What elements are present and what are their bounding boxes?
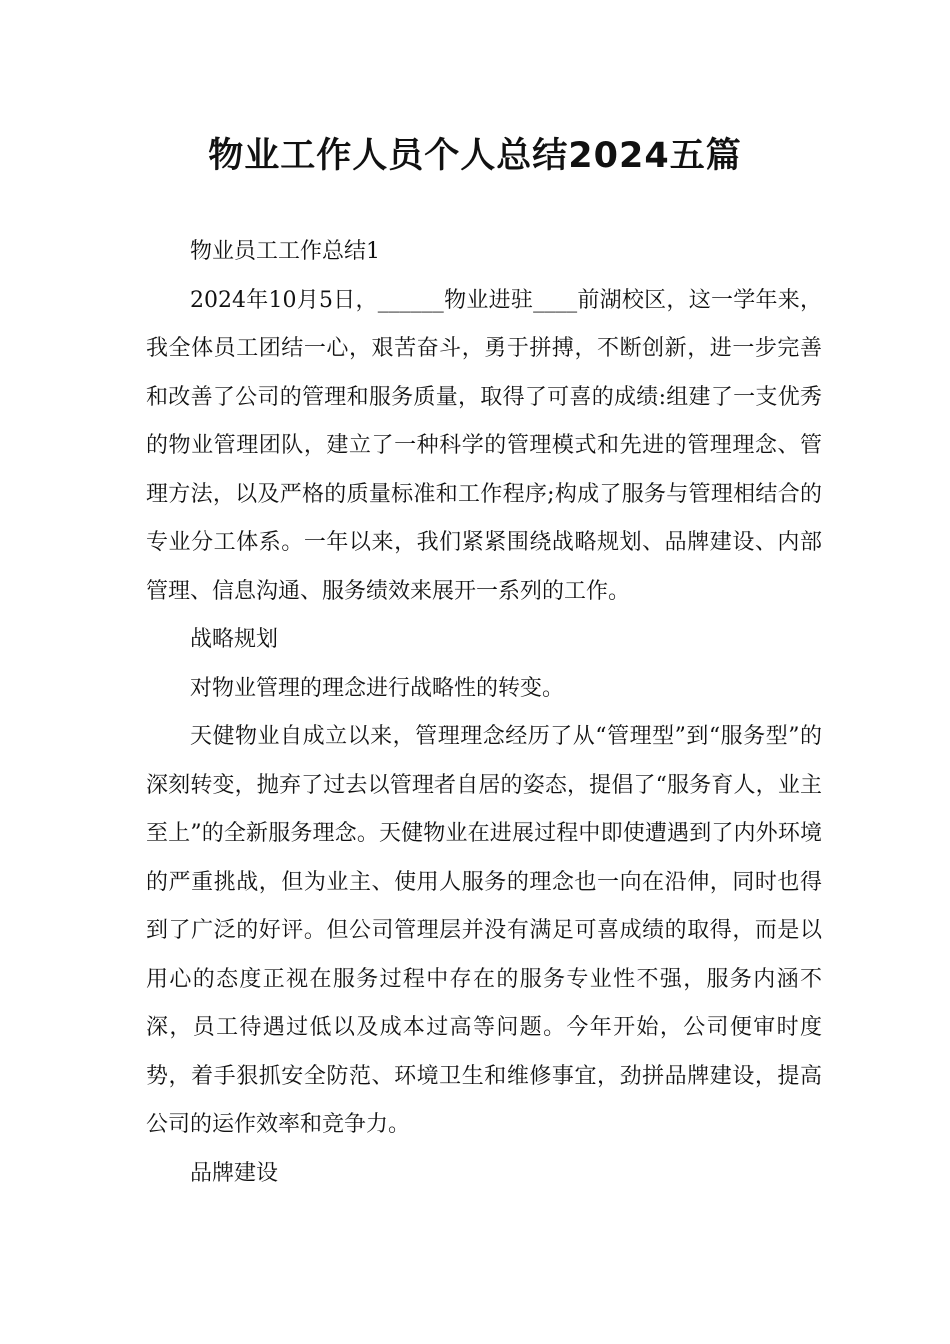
- intro-paragraph: 2024年10月5日，______物业进驻____前湖校区，这一学年来，我全体员工团结一心，艰苦奋斗，勇于拼搏，不断创新，进一步完善和改善了公司的管理和服务质量，取得了可喜的成绩:组建了一支优秀的物业管理团队，建立了一种科学的管理模式和先进的管理理念、管理方法，以及严格的质量标准和工作程序;构成了服务与管理相结合的专业分工体系。一年以来，我们紧紧围绕战略规划、品牌建设、内部管理、信息沟通、服务绩效来展开一系列的工作。: [146, 287, 822, 604]
- strategy-lead-paragraph: 对物业管理的理念进行战略性的转变。: [190, 675, 565, 701]
- section-heading-brand: 品牌建设: [190, 1160, 279, 1186]
- section-heading-strategy: 战略规划: [190, 627, 279, 652]
- document-body: [146, 228, 822, 1198]
- strategy-detail-paragraph: 天健物业自成立以来，管理理念经历了从“管理型”到“服务型”的深刻转变，抛弃了过去以管理者自居的姿态，提倡了“服务育人，业主至上”的全新服务理念。天健物业在进展过程中即使遭遇到了内外环境的严重挑战，但为业主、使用人服务的理念也一向在沿伸，同时也得到了广泛的好评。但公司管理层并没有满足可喜成绩的取得，而是以用心的态度正视在服务过程中存在的服务专业性不强，服务内涵不深，员工待遇过低以及成本过高等问题。今年开始，公司便审时度势，着手狠抓安全防范、环境卫生和维修事宜，劲拼品牌建设，提高公司的运作效率和竞争力。: [146, 724, 822, 1137]
- section-heading-summary-1: 物业员工工作总结1: [190, 239, 380, 264]
- document-title: 物业工作人员个人总结2024五篇: [208, 136, 742, 176]
